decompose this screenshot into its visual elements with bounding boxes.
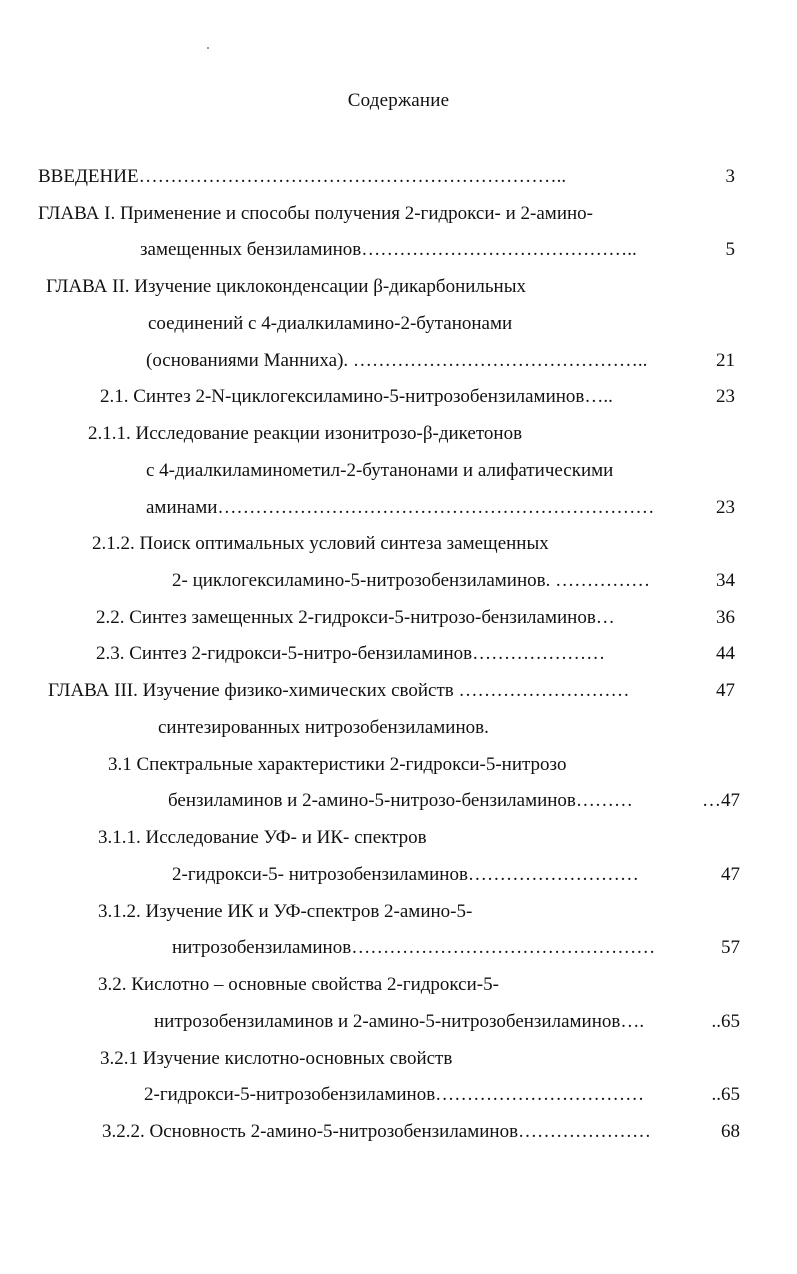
toc-line: (основаниями Манниха). ……………………………………….. bbox=[146, 350, 648, 371]
toc-line: 3.1 Спектральные характеристики 2-гидрокси-5-нитрозо bbox=[108, 754, 567, 775]
toc-line: синтезированных нитрозобензиламинов. bbox=[158, 717, 489, 738]
toc-line: 3.1.1. Исследование УФ- и ИК- спектров bbox=[98, 827, 427, 848]
toc-page-number: 44 bbox=[716, 643, 735, 664]
toc-line: 2- циклогексиламино-5-нитрозобензиламинов. …………… bbox=[172, 570, 651, 591]
toc-line: 2.2. Синтез замещенных 2-гидрокси-5-нитрозо-бензиламинов… bbox=[96, 607, 615, 628]
toc-page-number: 36 bbox=[716, 607, 735, 628]
toc-line: соединений с 4-диалкиламино-2-бутанонами bbox=[148, 313, 513, 334]
toc-line: с 4-диалкиламинометил-2-бутанонами и алифатическими bbox=[146, 460, 614, 481]
toc-line: ГЛАВА I. Применение и способы получения 2-гидрокси- и 2-амино- bbox=[38, 203, 593, 224]
toc-page-number: 57 bbox=[721, 937, 740, 958]
toc-page-number: 23 bbox=[716, 497, 735, 518]
toc-page-number: 47 bbox=[721, 864, 740, 885]
toc-line: 3.2.2. Основность 2-амино-5-нитрозобензиламинов………………… bbox=[102, 1121, 652, 1142]
toc-page-number: 21 bbox=[716, 350, 735, 371]
toc-line: нитрозобензиламинов и 2-амино-5-нитрозобензиламинов…. bbox=[154, 1011, 645, 1032]
toc-line: ГЛАВА III. Изучение физико-химических свойств ……………………… bbox=[48, 680, 630, 701]
toc-line: 2.1.2. Поиск оптимальных условий синтеза замещенных bbox=[92, 533, 549, 554]
toc-line: 3.2. Кислотно – основные свойства 2-гидрокси-5- bbox=[98, 974, 499, 995]
toc-page-number: 68 bbox=[721, 1121, 740, 1142]
toc-line: нитрозобензиламинов………………………………………… bbox=[172, 937, 656, 958]
toc-line: 3.1.2. Изучение ИК и УФ-спектров 2-амино-5- bbox=[98, 901, 473, 922]
toc-line: 2-гидрокси-5-нитрозобензиламинов…………………………… bbox=[144, 1084, 645, 1105]
toc-line: 2.3. Синтез 2-гидрокси-5-нитро-бензиламинов………………… bbox=[96, 643, 606, 664]
toc-line: 2.1.1. Исследование реакции изонитрозо-β-дикетонов bbox=[88, 423, 523, 444]
toc-line: бензиламинов и 2-амино-5-нитрозо-бензиламинов……… bbox=[168, 790, 633, 811]
toc-line: ГЛАВА II. Изучение циклоконденсации β-дикарбонильных bbox=[46, 276, 526, 297]
toc-page-number: 3 bbox=[725, 166, 735, 187]
page-title: Содержание bbox=[347, 90, 450, 111]
scan-speck bbox=[207, 47, 209, 49]
toc-line: аминами…………………………………………………………… bbox=[146, 497, 655, 518]
toc-page-number: …47 bbox=[702, 790, 740, 811]
toc-line: 2.1. Синтез 2-N-циклогексиламино-5-нитрозобензиламинов….. bbox=[100, 386, 613, 407]
toc-page-number: 47 bbox=[716, 680, 735, 701]
toc-line: 2-гидрокси-5- нитрозобензиламинов……………………… bbox=[172, 864, 639, 885]
toc-page-number: ..65 bbox=[711, 1084, 740, 1105]
toc-page-number: 5 bbox=[725, 239, 735, 260]
toc-line: 3.2.1 Изучение кислотно-основных свойств bbox=[100, 1048, 453, 1069]
toc-page-number: 34 bbox=[716, 570, 735, 591]
toc-line: ВВЕДЕНИЕ………………………………………………………….. bbox=[38, 166, 567, 187]
toc-page-number: ..65 bbox=[711, 1011, 740, 1032]
toc-page-number: 23 bbox=[716, 386, 735, 407]
toc-line: замещенных бензиламинов…………………………………….. bbox=[140, 239, 637, 260]
